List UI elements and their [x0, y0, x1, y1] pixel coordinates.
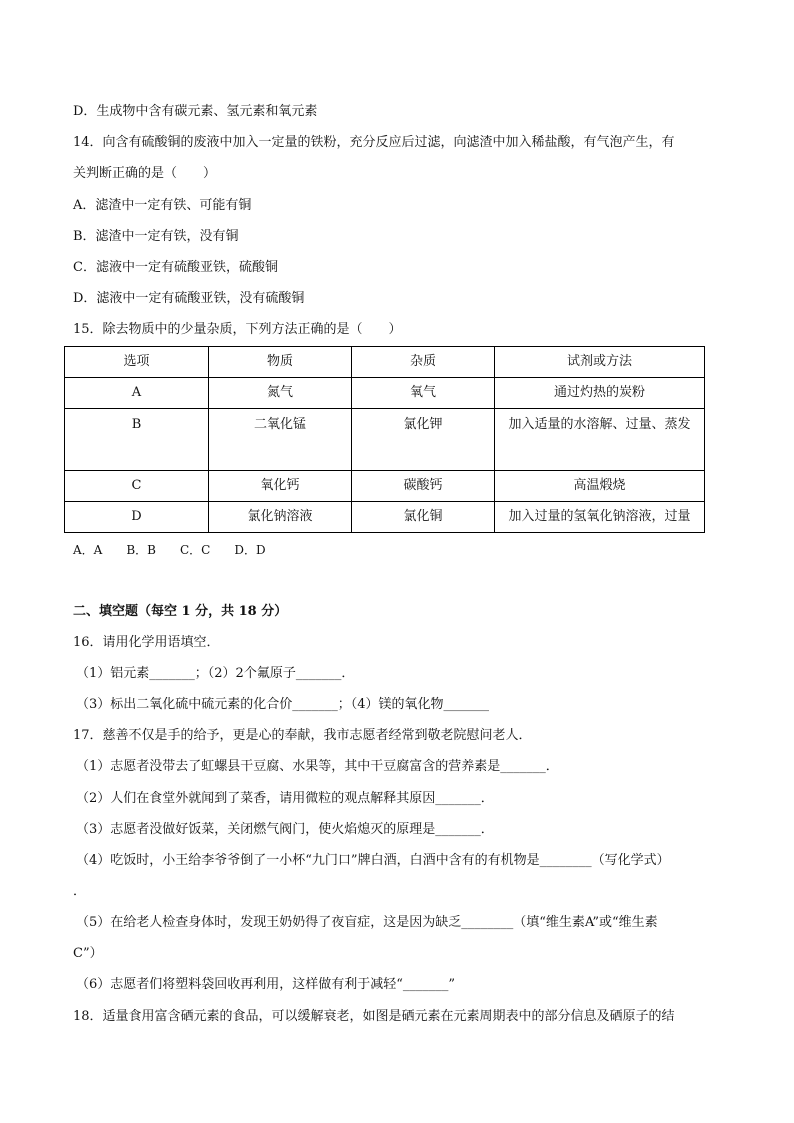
q14-option-a: A．滤渣中一定有铁、可能有铜 — [73, 198, 252, 213]
q15-options: A．A B．B C．C D．D — [73, 543, 266, 557]
table-row — [65, 378, 705, 409]
q17-line5: （5）在给老人检查身体时，发现王奶奶得了夜盲症，这是因为缺乏________（填“维生素A”或“维生素 — [76, 915, 658, 930]
header-method: 试剂或方法 — [495, 347, 705, 378]
q14-stem-line2: 关判断正确的是（ ） — [73, 166, 217, 181]
q15-stem: 15．除去物质中的少量杂质，下列方法正确的是（ ） — [73, 322, 402, 337]
row-a-option: A — [65, 378, 209, 409]
row-d-method: 加入过量的氢氧化钠溶液，过量 — [495, 502, 705, 533]
table-row — [65, 471, 705, 502]
q17-stem: 17．慈善不仅是手的给予，更是心的奉献，我市志愿者经常到敬老院慰问老人． — [73, 728, 532, 743]
q18-stem: 18．适量食用富含硒元素的食品，可以缓解衰老，如图是硒元素在元素周期表中的部分信息及硒原子的结 — [73, 1009, 675, 1024]
q17-line4-cont: ． — [73, 884, 87, 899]
row-c-option: C — [65, 471, 209, 502]
q14-option-c: C．滤液中一定有硫酸亚铁，硫酸铜 — [73, 260, 278, 275]
q14-stem-line1: 14．向含有硫酸铜的废液中加入一定量的铁粉，充分反应后过滤，向滤渣中加入稀盐酸，有气泡产生，有 — [73, 135, 675, 150]
row-a-impurity: 氧气 — [352, 378, 495, 409]
row-c-impurity: 碳酸钙 — [352, 471, 495, 502]
q17-line4: （4）吃饭时，小王给李爷爷倒了一小杯“九门口”牌白酒，白酒中含有的有机物是________（写化学式） — [76, 853, 670, 868]
row-b-impurity: 氯化钾 — [352, 409, 495, 471]
header-option: 选项 — [65, 347, 209, 378]
q14-option-d: D．滤液中一定有硫酸亚铁，没有硫酸铜 — [73, 291, 305, 306]
row-d-impurity: 氯化铜 — [352, 502, 495, 533]
row-a-substance: 氮气 — [209, 378, 352, 409]
q17-line1: （1）志愿者没带去了虹螺县干豆腐、水果等，其中干豆腐富含的营养素是_______． — [76, 759, 559, 774]
section-title: 二、填空题（每空 1 分，共 18 分） — [73, 604, 288, 619]
q17-line5-cont: C”） — [73, 946, 103, 961]
header-impurity: 杂质 — [352, 347, 495, 378]
row-b-substance: 二氧化锰 — [209, 409, 352, 471]
row-c-substance: 氧化钙 — [209, 471, 352, 502]
row-d-substance: 氯化钠溶液 — [209, 502, 352, 533]
row-b-method: 加入适量的水溶解、过量、蒸发 — [495, 409, 705, 471]
row-b-option: B — [65, 409, 209, 471]
table-row — [65, 409, 705, 471]
table-header-row — [65, 347, 705, 378]
q16-line2: （3）标出二氧化硫中硫元素的化合价_______；（4）镁的氧化物_______ — [76, 697, 490, 712]
q16-stem: 16．请用化学用语填空． — [73, 635, 220, 650]
q14-option-b: B．滤渣中一定有铁，没有铜 — [73, 229, 239, 244]
table-row — [65, 502, 705, 533]
q17-line3: （3）志愿者没做好饭菜，关闭燃气阀门，使火焰熄灭的原理是_______． — [76, 822, 494, 837]
q17-line2: （2）人们在食堂外就闻到了菜香，请用微粒的观点解释其原因_______． — [76, 791, 494, 806]
header-substance: 物质 — [209, 347, 352, 378]
row-c-method: 高温煅烧 — [495, 471, 705, 502]
row-d-option: D — [65, 502, 209, 533]
q17-line6: （6）志愿者们将塑料袋回收再利用，这样做有利于减轻“_______” — [76, 977, 456, 992]
q16-line1: （1）铝元素_______；（2）2个氟原子_______． — [76, 666, 355, 681]
q15-table — [64, 346, 705, 533]
q13-option-d: D．生成物中含有碳元素、氢元素和氧元素 — [73, 104, 318, 119]
row-a-method: 通过灼热的炭粉 — [495, 378, 705, 409]
